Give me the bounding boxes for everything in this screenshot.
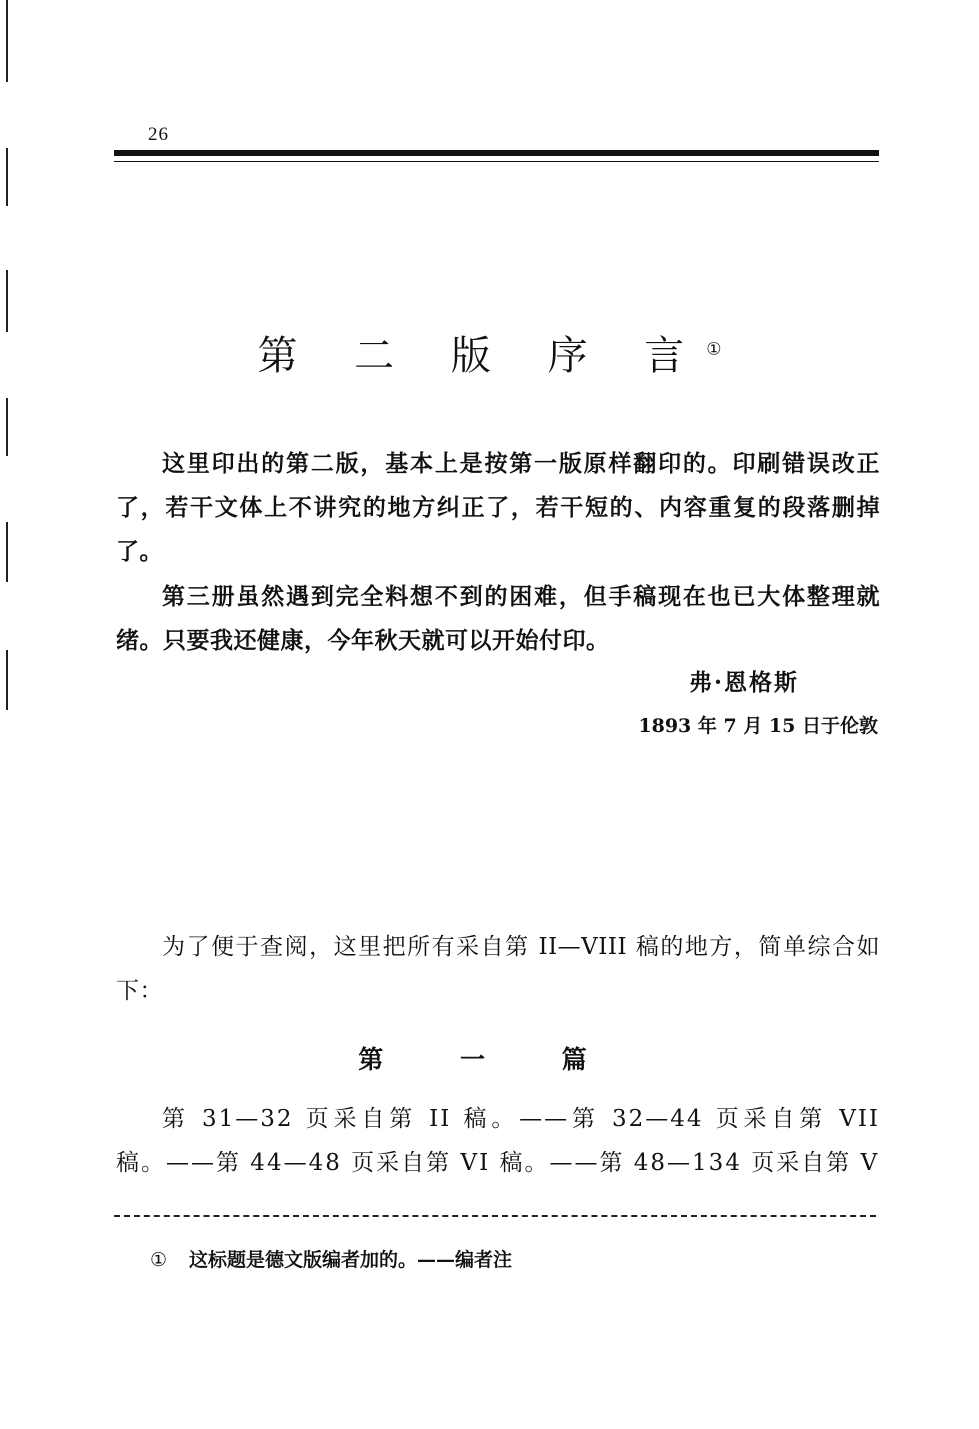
scan-edge-mark xyxy=(6,522,8,582)
signature: 弗·恩格斯 xyxy=(688,669,799,696)
scan-edge-mark xyxy=(6,270,8,332)
part-title: 第 一 篇 xyxy=(358,1045,621,1074)
preface-title-text: 第 二 版 序 言 xyxy=(257,333,707,379)
title-footnote-ref[interactable]: ① xyxy=(706,339,722,360)
date-place: 1893 年 7 月 15 日于伦敦 xyxy=(638,715,878,737)
scan-edge-mark xyxy=(6,0,8,82)
footnote-divider xyxy=(114,1215,876,1217)
index-intro: 为了便于查阅，这里把所有采自第 II—VIII 稿的地方，简单综合如下： xyxy=(116,934,880,1004)
footnote-mark: ① xyxy=(150,1249,168,1271)
source-entries: 第 31—32 页采自第 II 稿。——第 32—44 页采自第 VII 稿。——第 44—48 页采自第 VI 稿。——第 48—134 页采自第 V xyxy=(116,1106,880,1176)
footnote xyxy=(150,1245,512,1272)
footnote-text: 这标题是德文版编者加的。——编者注 xyxy=(189,1249,513,1271)
header-rule-thick xyxy=(114,150,879,156)
scan-edge-mark xyxy=(6,148,8,206)
scan-edge-mark xyxy=(6,650,8,710)
page-number: 26 xyxy=(148,124,169,145)
preface-title xyxy=(0,324,979,381)
scan-edge-mark xyxy=(6,398,8,456)
preface-paragraph-1: 这里印出的第二版，基本上是按第一版原样翻印的。印刷错误改正了，若干文体上不讲究的地方纠正了，若干短的、内容重复的段落删掉了。 xyxy=(116,450,880,565)
preface-paragraph-2: 第三册虽然遇到完全料想不到的困难，但手稿现在也已大体整理就绪。只要我还健康，今年秋天就可以开始付印。 xyxy=(116,583,880,654)
header-rule-thin xyxy=(114,161,879,162)
